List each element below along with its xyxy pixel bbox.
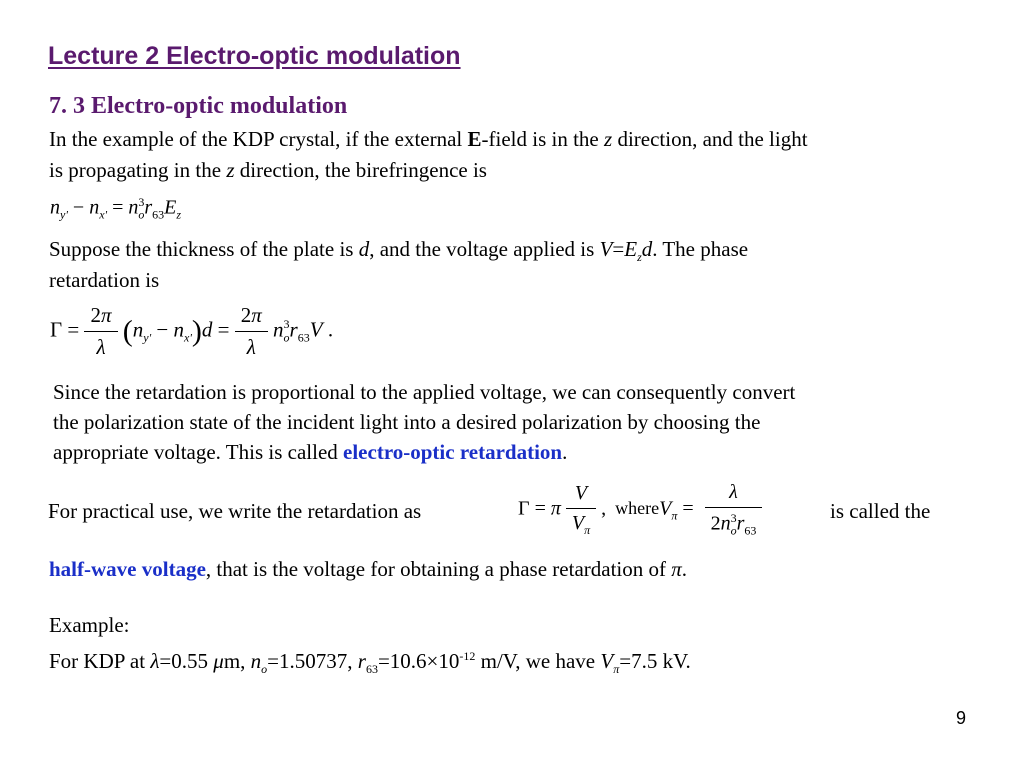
paragraph-2-line-2: retardation is <box>49 268 160 292</box>
text-bold-e: E <box>467 127 482 151</box>
text-italic: E <box>624 237 638 261</box>
section-heading: 7. 3 Electro-optic modulation <box>49 93 348 119</box>
text: = <box>612 237 625 261</box>
text-subscript: 63 <box>365 662 378 677</box>
text: -field is in the <box>481 127 604 151</box>
paragraph-3-line-2: the polarization state of the incident light into a desired polarization by choosing the <box>53 410 761 434</box>
equation-halfwave: Γ = π $\frac{V}{V_\pi}$ , whereV$_\pi$ = $\frac{\lambda}{2n_o^3r_{63}}$ <box>518 481 762 539</box>
text: =0.55 <box>159 649 214 673</box>
text-superscript: -12 <box>459 649 476 663</box>
text: . <box>681 557 688 581</box>
page-number: 9 <box>955 708 966 728</box>
equation-birefringence: $n_{y'} - n_{x'} = n_o^3r_{63}E_z$ <box>50 195 182 222</box>
text: In the example of the KDP crystal, if the external <box>49 127 468 151</box>
text: m/V, we have <box>475 649 601 673</box>
highlight-term: electro-optic retardation <box>343 440 563 464</box>
paragraph-line-1 <box>49 124 808 155</box>
text-italic: π <box>671 557 682 581</box>
text-italic: d <box>641 237 653 261</box>
paragraph-3-line-3 <box>53 437 567 468</box>
where-label: where <box>615 498 660 519</box>
text: is propagating in the <box>49 158 227 182</box>
text: =10.6×10 <box>377 649 460 673</box>
text-italic: V <box>599 237 613 261</box>
text: =1.50737, <box>267 649 358 673</box>
paragraph-4-text: For practical use, we write the retardation as <box>48 499 422 523</box>
text-italic: λ <box>150 649 160 673</box>
example-line <box>49 641 691 685</box>
text-italic: n <box>250 649 262 673</box>
text-italic: π <box>613 662 620 677</box>
text-italic: o <box>261 662 268 677</box>
text: , that is the voltage for obtaining a phase retardation of <box>205 557 672 581</box>
text-italic: z <box>604 127 613 151</box>
text: . <box>562 440 568 464</box>
text: direction, and the light <box>612 127 808 151</box>
text-italic: r <box>357 649 366 673</box>
text-italic: μ <box>213 649 224 673</box>
text: Suppose the thickness of the plate is <box>49 237 359 261</box>
equation-retardation: Γ = $\frac{2\pi}{\lambda}$ $(n_{y'} - n_{x'})d$ = $\frac{2\pi}{\lambda}$ $n_o^3r_{63}V$ . <box>50 303 334 359</box>
text-italic: z <box>226 158 235 182</box>
text-italic: z <box>637 250 642 265</box>
paragraph-line-2 <box>49 155 487 186</box>
text: , and the voltage applied is <box>369 237 600 261</box>
text: m, <box>223 649 251 673</box>
paragraph-3-line-1: Since the retardation is proportional to the applied voltage, we can consequently convert <box>53 380 796 404</box>
paragraph-5 <box>49 554 687 585</box>
text: direction, the birefringence is <box>234 158 487 182</box>
text: . The phase <box>652 237 749 261</box>
text: =7.5 kV. <box>619 649 691 673</box>
text-italic: V <box>600 649 614 673</box>
highlight-term: half-wave voltage <box>49 557 206 581</box>
example-label: Example: <box>49 613 130 637</box>
text: For KDP at <box>49 649 151 673</box>
paragraph-4-suffix: is called the <box>830 499 931 523</box>
slide-title: Lecture 2 Electro-optic modulation <box>48 42 461 70</box>
text-italic: d <box>358 237 370 261</box>
text: appropriate voltage. This is called <box>53 440 344 464</box>
